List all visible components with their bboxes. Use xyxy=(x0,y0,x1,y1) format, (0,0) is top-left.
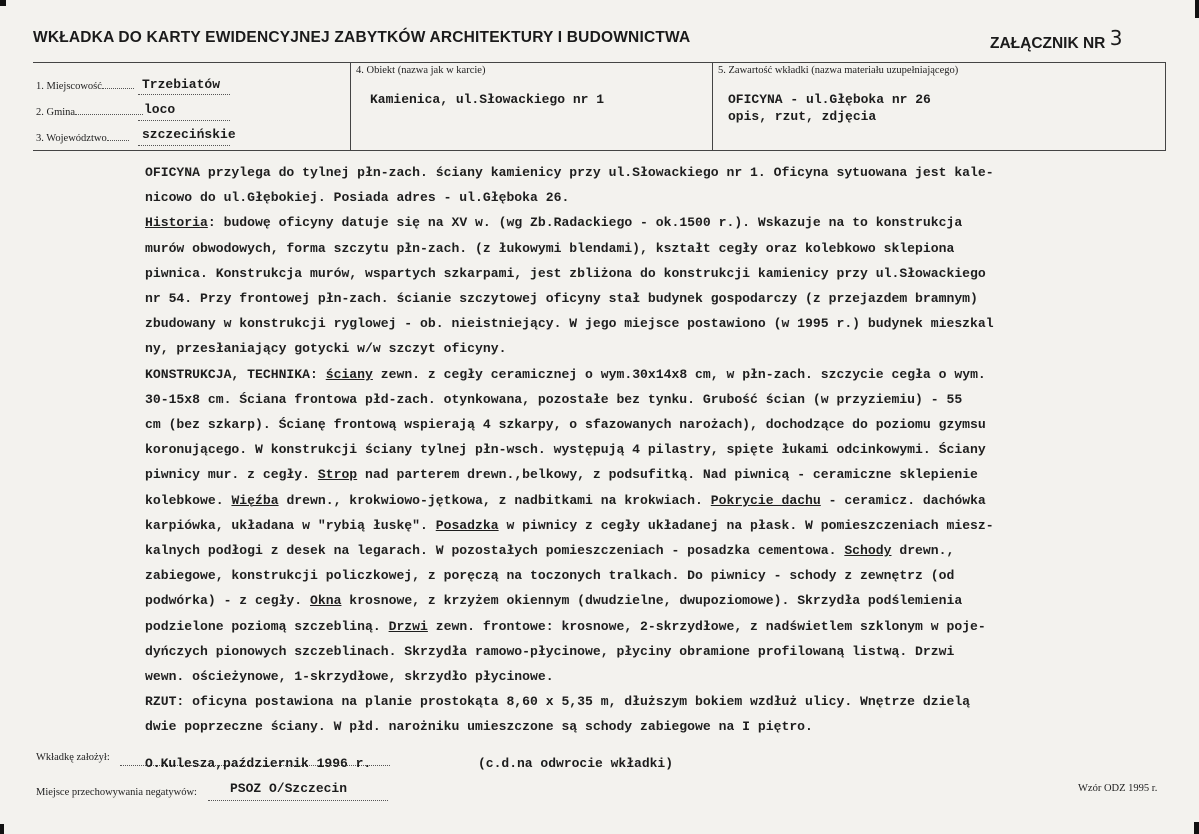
annex-label xyxy=(990,26,1123,53)
annex-label-text: ZAŁĄCZNIK NR xyxy=(990,35,1106,52)
zawartosc-label: 5. Zawartość wkładki (nazwa materiału uzupełniającego) xyxy=(718,65,959,76)
text-line: podzielone poziomą szczebliną. Drzwi zewn. frontowe: krosnowe, 2-skrzydłowe, z nadświetlem szklonym w poje- xyxy=(145,618,986,634)
header-right-edge xyxy=(1165,62,1166,150)
storage-label: Miejsce przechowywania negatywów: xyxy=(36,787,197,798)
heading-strop: Strop xyxy=(317,467,358,483)
text-line: zbudowany w konstrukcji ryglowej - ob. nieistniejący. W jego miejsce postawiono (w 1995 r.) budynek mieszkal xyxy=(145,316,994,332)
dotted-line xyxy=(138,93,230,95)
heading-schody: Schody xyxy=(844,543,892,559)
gmina-value: loco xyxy=(144,102,176,117)
heading-pokrycie-dachu: Pokrycie dachu xyxy=(710,492,821,508)
wojewodztwo-value: szczecińskie xyxy=(142,127,236,142)
text-line: wewn. ościeżynowe, 1-skrzydłowe, skrzydło płycinowe. xyxy=(145,669,554,685)
form-title: WKŁADKA DO KARTY EWIDENCYJNEJ ZABYTKÓW ARCHITEKTURY I BUDOWNICTWA xyxy=(33,29,691,46)
dotted-line xyxy=(138,119,230,121)
header-bottom-rule xyxy=(33,150,1166,151)
text-line: piwnicy mur. z cegły. Strop nad parterem drewn.,belkowy, z podsufitką. Nad piwnicą - ceramiczne sklepienie xyxy=(145,467,978,483)
author-value: O.Kulesza,październik 1996 r. xyxy=(145,756,372,771)
header-top-rule xyxy=(33,62,1166,63)
heading-posadzka: Posadzka xyxy=(435,517,499,533)
registration-mark xyxy=(1195,0,1199,18)
text-line: zabiegowe, konstrukcji policzkowej, z poręczą na toczonych tralkach. Do piwnicy - schody z zewnętrz (od xyxy=(145,568,955,584)
text-line: kalnych podłogi z desek na legarach. W pozostałych pomieszczeniach - posadzka cementowa. Schody drewn., xyxy=(145,543,955,559)
text-line: karpiówka, układana w "rybią łuskę". Posadzka w piwnicy z cegły układanej na płask. W pomieszczeniach miesz- xyxy=(145,517,994,533)
text-line: murów obwodowych, forma szczytu płn-zach. (z łukowymi blendami), kształt cegły oraz kolebkowo sklepiona xyxy=(145,240,955,256)
text-line: dwie poprzeczne ściany. W płd. narożniku umieszczone są schody zabiegowe na I piętro. xyxy=(145,719,813,735)
wojewodztwo-label: 3. Województwo xyxy=(36,133,129,144)
text-line: Historia: budowę oficyny datuje się na XV w. (wg Zb.Radackiego - ok.1500 r.). Wskazuje na to konstrukcja xyxy=(145,215,963,231)
heading-wiezba: Więźba xyxy=(231,492,279,508)
text-line: dyńczych pionowych szczeblinach. Skrzydła ramowo-płycinowe, płyciny obramione profilowaną listwą. Drzwi xyxy=(145,643,955,659)
text-line: RZUT: oficyna postawiona na planie prostokąta 8,60 x 5,35 m, dłuższym bokiem wzdłuż ulicy. Wnętrze dzielą xyxy=(145,694,971,710)
text-line: koronującego. W konstrukcji ściany tylnej płn-wsch. występują 4 pilastry, spięte łukami odcinkowymi. Ściany xyxy=(145,442,986,458)
registration-mark xyxy=(1194,822,1199,834)
text-line: nicowo do ul.Głębokiej. Posiada adres - ul.Głęboka 26. xyxy=(145,190,570,206)
heading-sciany: ściany xyxy=(325,366,373,382)
text-line: KONSTRUKCJA, TECHNIKA: ściany zewn. z cegły ceramicznej o wym.30x14x8 cm, w płn-zach. szczycie cegła o wym. xyxy=(145,366,986,382)
obiekt-label: 4. Obiekt (nazwa jak w karcie) xyxy=(356,65,486,76)
description-text xyxy=(145,160,1050,740)
dotted-line xyxy=(208,799,388,801)
text-line: ny, przesłaniający gotycki w/w szczyt oficyny. xyxy=(145,341,507,357)
registration-mark xyxy=(0,0,6,6)
text-line: podwórka) - z cegły. Okna krosnowe, z krzyżem okiennym (dwudzielne, dwupoziomowe). Skrzydła podślemienia xyxy=(145,593,963,609)
heading-okna: Okna xyxy=(310,593,342,609)
heading-drzwi: Drzwi xyxy=(388,618,428,634)
dotted-line xyxy=(138,144,230,146)
text-line: OFICYNA przylega do tylnej płn-zach. ściany kamienicy przy ul.Słowackiego nr 1. Oficyna sytuowana jest kale- xyxy=(145,165,994,180)
text-line: kolebkowe. Więźba drewn., krokwiowo-jętkowa, z nadbitkami na krokwiach. Pokrycie dachu - ceramicz. dachówka xyxy=(145,492,986,508)
zawartosc-value-line1: OFICYNA - ul.Głęboka nr 26 xyxy=(728,92,931,107)
text-line: piwnica. Konstrukcja murów, wspartych szkarpami, jest zbliżona do konstrukcji kamienicy przy ul.Słowackiego xyxy=(145,265,986,281)
miejscowosc-label: 1. Miejscowość xyxy=(36,81,134,92)
heading-historia: Historia xyxy=(145,215,208,231)
form-code: Wzór ODZ 1995 r. xyxy=(1078,783,1158,794)
author-label: Wkładkę założył: xyxy=(36,752,110,763)
header-divider xyxy=(712,62,713,150)
obiekt-value: Kamienica, ul.Słowackiego nr 1 xyxy=(370,92,605,107)
gmina-label: 2. Gmina xyxy=(36,107,143,118)
annex-number: 3 xyxy=(1109,26,1123,50)
registration-mark xyxy=(0,824,4,834)
storage-value: PSOZ O/Szczecin xyxy=(230,781,348,796)
miejscowosc-value: Trzebiatów xyxy=(142,77,221,92)
text-line: cm (bez szkarp). Ścianę frontową wspierają 4 szkarpy, o sfazowanych narożach), dochodzące do poziomu gzymsu xyxy=(145,417,986,433)
text-line: nr 54. Przy frontowej płn-zach. ścianie szczytowej oficyny stał budynek gospodarczy (z przejazdem bramnym) xyxy=(145,291,978,307)
continued-note: (c.d.na odwrocie wkładki) xyxy=(478,756,674,771)
text-line: 30-15x8 cm. Ściana frontowa płd-zach. otynkowana, pozostałe bez tynku. Grubość ścian (w przyziemiu) - 55 xyxy=(145,391,963,407)
zawartosc-value-line2: opis, rzut, zdjęcia xyxy=(728,109,877,124)
header-divider xyxy=(350,62,351,150)
